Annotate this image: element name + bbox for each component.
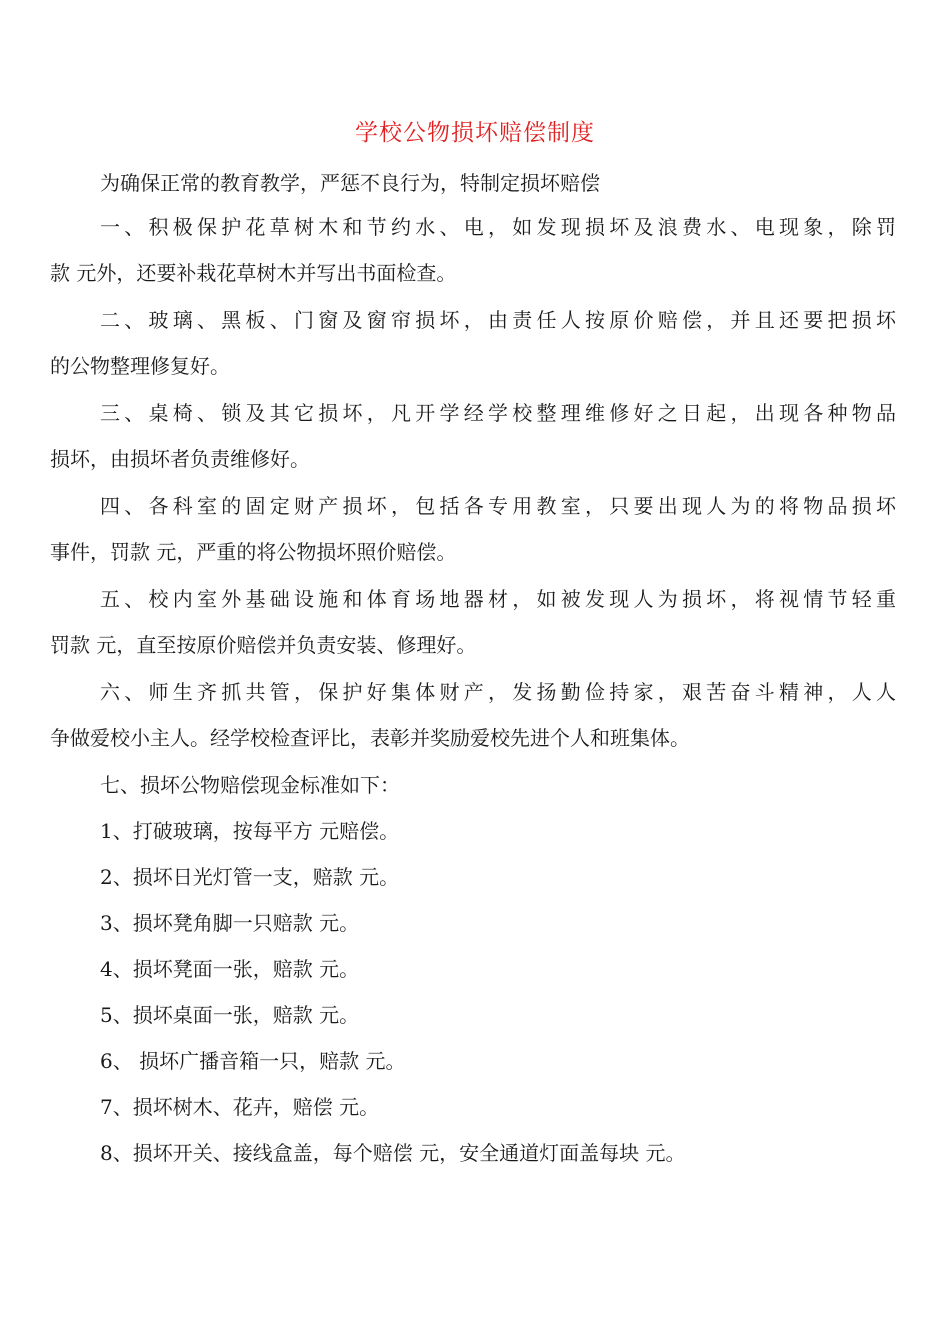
- section-6-continuation: 争做爱校小主人。经学校检查评比，表彰并奖励爱校先进个人和班集体。: [50, 726, 690, 750]
- section-1-continuation: 款 元外，还要补栽花草树木并写出书面检查。: [50, 261, 457, 285]
- section-4-continuation: 事件，罚款 元，严重的将公物损坏照价赔偿。: [50, 540, 457, 564]
- list-item: 2、损坏日光灯管一支，赔款 元。: [100, 865, 400, 889]
- section-5-first-line: 五、校内室外基础设施和体育场地器材，如被发现人为损坏，将视情节轻重: [100, 587, 896, 611]
- list-item: 6、 损坏广播音箱一只，赔款 元。: [100, 1049, 406, 1073]
- section-2-continuation: 的公物整理修复好。: [50, 354, 230, 378]
- document-title: 学校公物损坏赔偿制度: [355, 120, 595, 146]
- section-3-continuation: 损坏，由损坏者负责维修好。: [50, 447, 310, 471]
- section-5-continuation: 罚款 元，直至按原价赔偿并负责安装、修理好。: [50, 633, 477, 657]
- list-item: 1、打破玻璃，按每平方 元赔偿。: [100, 819, 400, 843]
- section-7-heading: 七、损坏公物赔偿现金标准如下：: [100, 773, 400, 797]
- list-item: 3、损坏凳角脚一只赔款 元。: [100, 911, 360, 935]
- list-item: 7、损坏树木、花卉，赔偿 元。: [100, 1095, 380, 1119]
- section-1: [50, 204, 896, 296]
- section-4: [50, 483, 896, 575]
- section-4-first-line: 四、各科室的固定财产损坏，包括各专用教室，只要出现人为的将物品损坏: [100, 494, 896, 518]
- section-3: [50, 390, 896, 482]
- list-item: 8、损坏开关、接线盒盖，每个赔偿 元，安全通道灯面盖每块 元。: [100, 1141, 686, 1165]
- list-item: 4、损坏凳面一张，赔款 元。: [100, 957, 360, 981]
- list-item: 5、损坏桌面一张，赔款 元。: [100, 1003, 360, 1027]
- section-2-first-line: 二、玻璃、黑板、门窗及窗帘损坏，由责任人按原价赔偿，并且还要把损坏: [100, 308, 896, 332]
- section-1-first-line: 一、积极保护花草树木和节约水、电，如发现损坏及浪费水、电现象，除罚: [100, 215, 896, 239]
- section-5: [50, 576, 896, 668]
- intro-paragraph: 为确保正常的教育教学，严惩不良行为，特制定损坏赔偿: [100, 171, 600, 195]
- section-6-first-line: 六、师生齐抓共管，保护好集体财产，发扬勤俭持家，艰苦奋斗精神，人人: [100, 680, 896, 704]
- section-3-first-line: 三、桌椅、锁及其它损坏，凡开学经学校整理维修好之日起，出现各种物品: [100, 401, 896, 425]
- section-2: [50, 297, 896, 389]
- section-6: [50, 669, 896, 761]
